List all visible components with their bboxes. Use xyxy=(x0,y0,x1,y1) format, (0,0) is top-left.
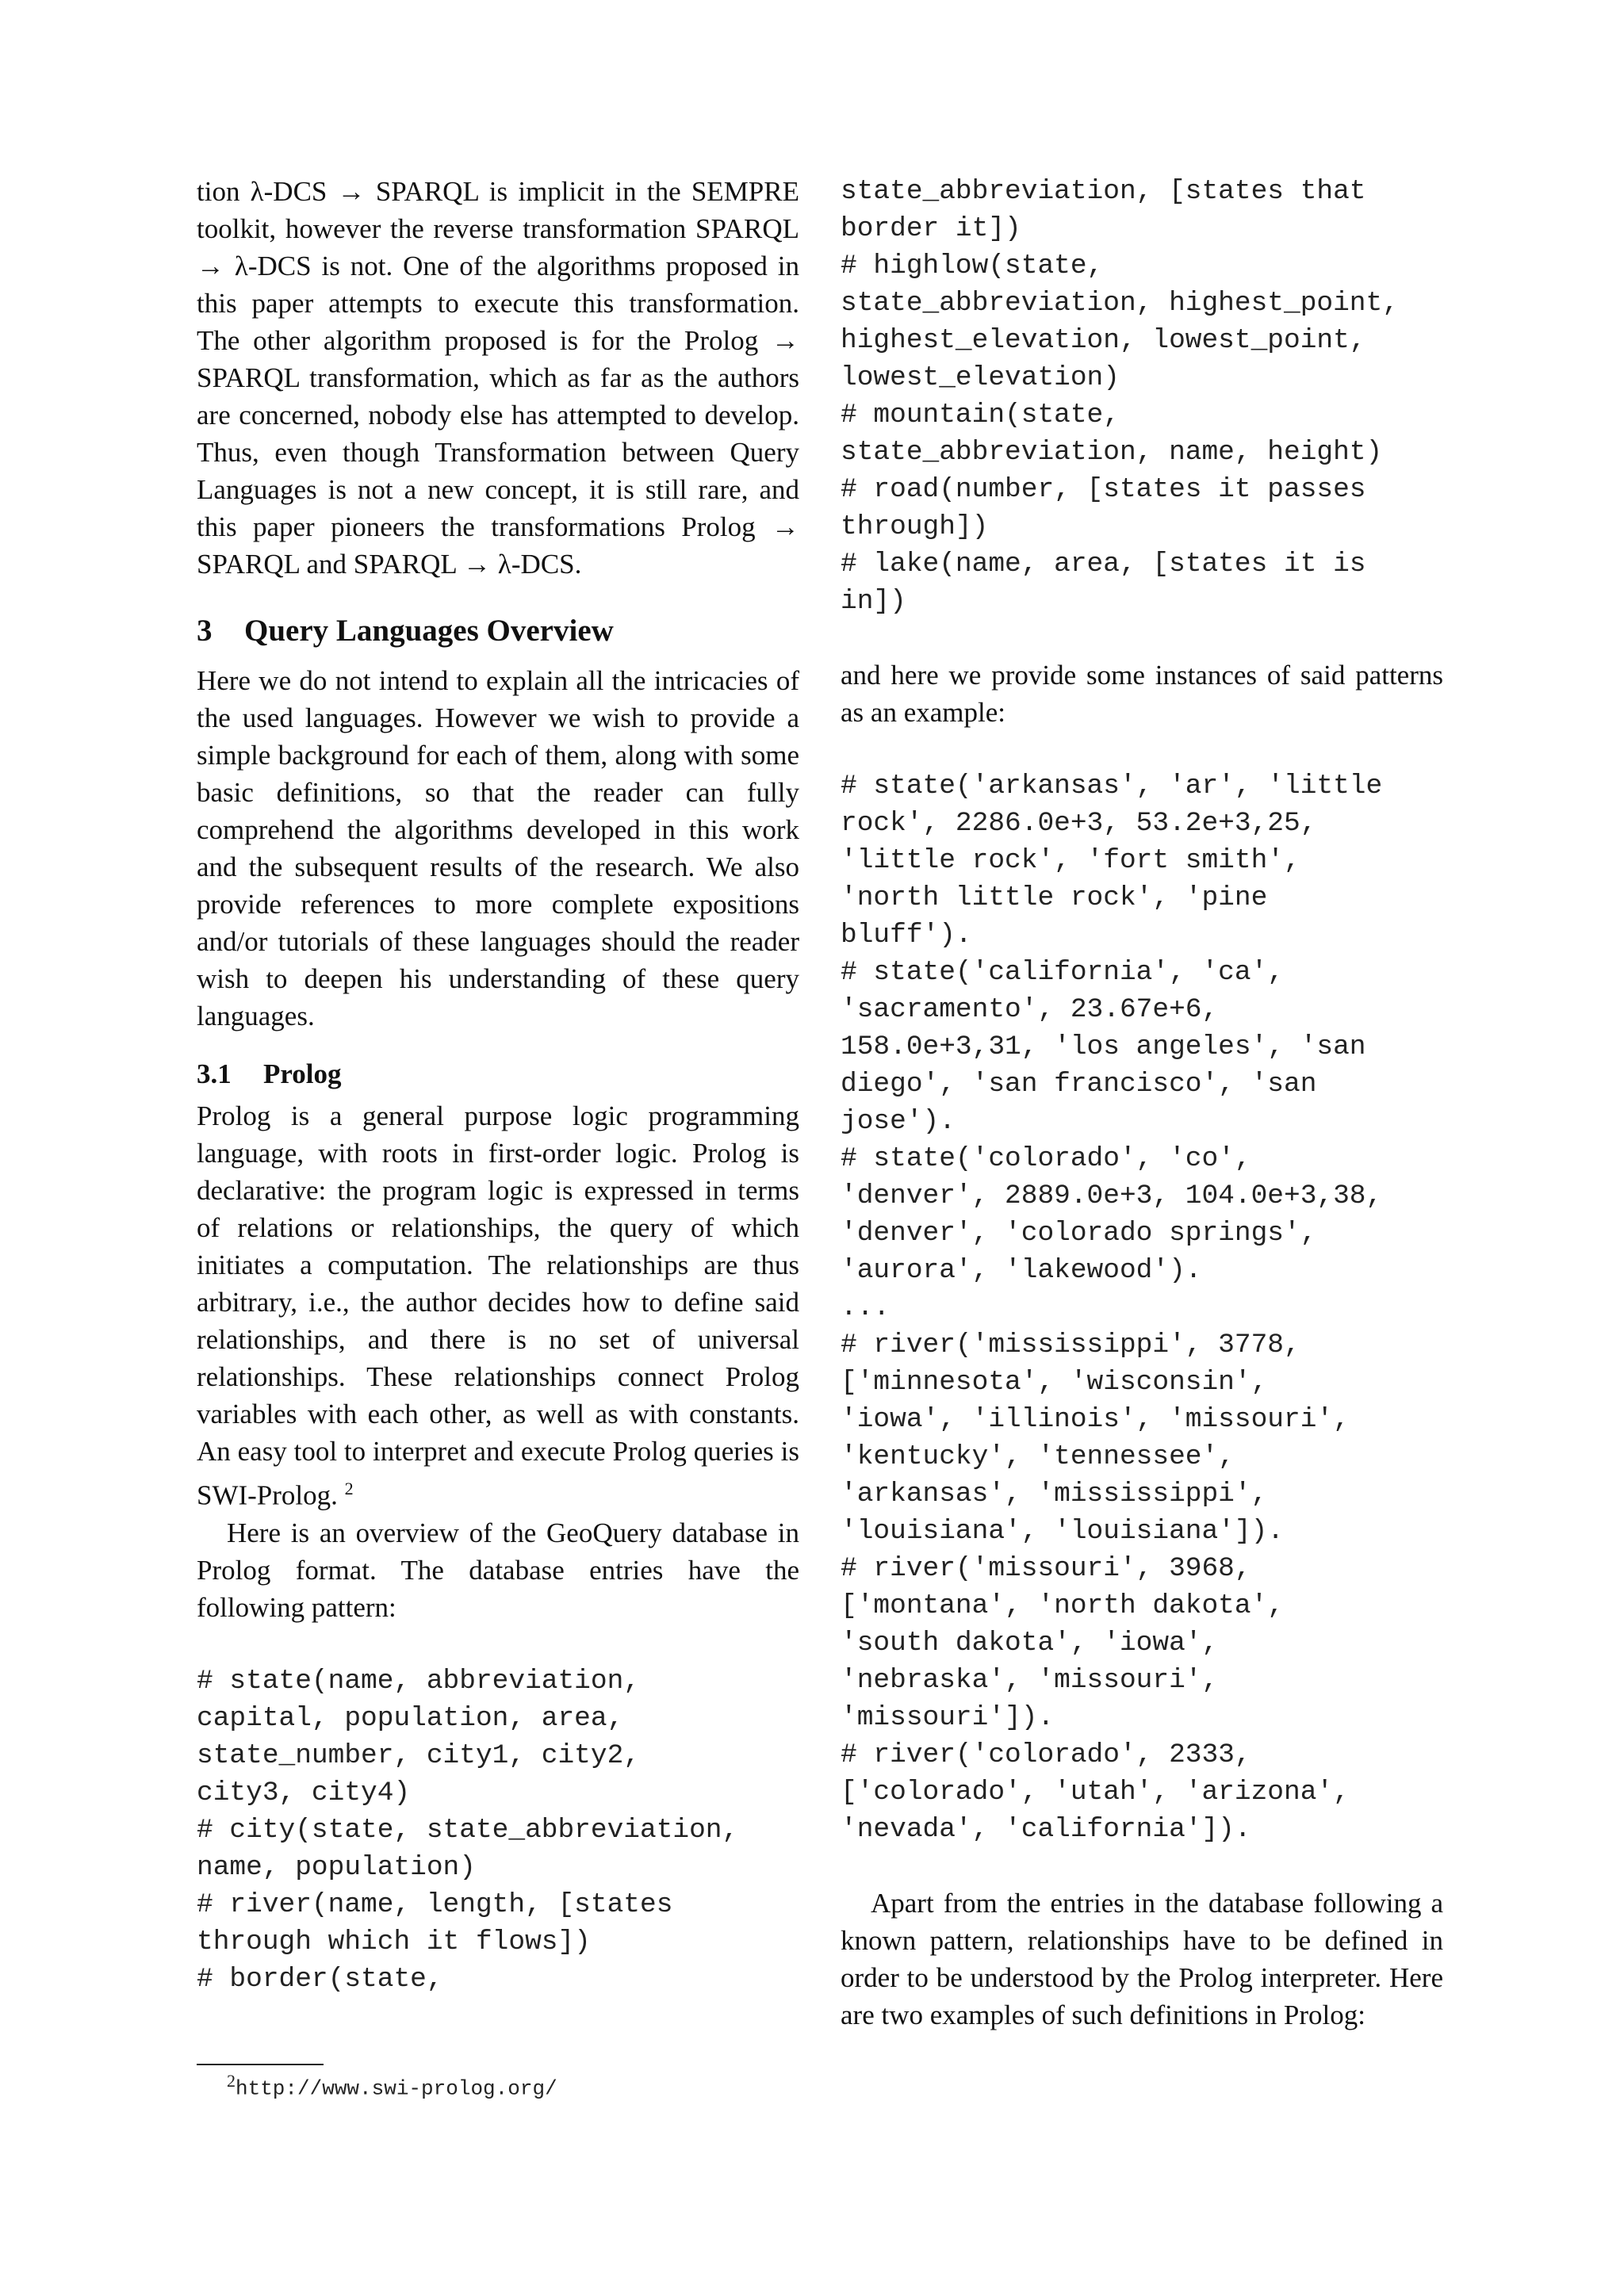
footnote-mark: 2 xyxy=(227,2071,236,2091)
subsection-number: 3.1 xyxy=(197,1058,232,1089)
prolog-paragraph xyxy=(197,1097,799,1514)
prolog-instances-code: # state('arkansas', 'ar', 'little rock', 2286.0e+3, 53.2e+3,25, 'little rock', 'fort smith', 'north little rock', 'pine bluff'). # state('california', 'ca', 'sacramento', 23.67e+6, 158.0e+3,31, 'los angeles', 'san diego', 'san francisco', 'san jose'). # state('colorado', 'co', 'denver', 2889.0e+3, 104.0e+3,38, 'denver', 'colorado springs', 'aurora', 'lakewood'). ... # river('mississippi', 3778, ['minnesota', 'wisconsin', 'iowa', 'illinois', 'missouri', 'kentucky', 'tennessee', 'arkansas', 'mississippi', 'louisiana', 'louisiana']). # river('missouri', 3968, ['montana', 'north dakota', 'south dakota', 'iowa', 'nebraska', 'missouri', 'missouri']). # river('colorado', 2333, ['colorado', 'utah', 'arizona', 'nevada', 'california']). xyxy=(841,771,1383,1845)
instances-paragraph: and here we provide some instances of said patterns as an example: xyxy=(841,660,1443,728)
footnote-url: http://www.swi-prolog.org/ xyxy=(236,2076,557,2101)
section-3-heading xyxy=(197,611,799,651)
footnote-reference: 2 xyxy=(344,1479,354,1498)
definitions-paragraph: Apart from the entries in the database following a known pattern, relationships have to be defined in order to be understood by the Prolog interpreter. Here are two examples of such definitions in Prolog: xyxy=(841,1888,1443,2030)
footnote xyxy=(227,2068,557,2103)
section-3-paragraph: Here we do not intend to explain all the intricacies of the used languages. However we wish to provide a simple background for each of them, along with some basic definitions, so that the reader can fully comprehend the algorithms developed in this work and the subsequent results of the research. We also provide references to more complete expositions and/or tutorials of these languages should the reader wish to deepen his understanding of these query languages. xyxy=(197,665,799,1031)
subsection-3-1-heading xyxy=(197,1055,799,1093)
prolog-paragraph-text: Prolog is a general purpose logic programming language, with roots in first-order logic. Prolog is declarative: the program logic is expressed in terms of relations or relationships, the query of which initiates a computation. The relationships are thus arbitrary, i.e., the author decides how to define said relationships, and there is no set of universal relationships. These relationships connect Prolog variables with each other, as well as with constants. An easy tool to interpret and execute Prolog queries is SWI-Prolog. xyxy=(197,1100,799,1511)
footnote-divider xyxy=(197,2064,324,2065)
section-number: 3 xyxy=(197,614,213,648)
right-column xyxy=(841,173,1443,2034)
subsection-title: Prolog xyxy=(263,1058,342,1089)
left-column xyxy=(197,173,799,1998)
intro-paragraph: tion λ-DCS → SPARQL is implicit in the SEMPRE toolkit, however the reverse transformation SPARQL → λ-DCS is not. One of the algorithms proposed in this paper attempts to execute this transformation. The other algorithm proposed is for the Prolog → SPARQL transformation, which as far as the authors are concerned, nobody else has attempted to develop. Thus, even though Transformation between Query Languages is not a new concept, it is still rare, and this paper pioneers the transformations Prolog → SPARQL and SPARQL → λ-DCS. xyxy=(197,176,799,580)
section-title: Query Languages Overview xyxy=(244,614,614,648)
geoquery-paragraph: Here is an overview of the GeoQuery database in Prolog format. The database entries have the following pattern: xyxy=(197,1517,799,1623)
prolog-pattern-code: # state(name, abbreviation, capital, population, area, state_number, city1, city2, city3, city4) # city(state, state_abbreviation, name, population) # river(name, length, [states through which it flows]) # border(state, xyxy=(197,1665,739,1995)
prolog-pattern-code-continued: state_abbreviation, [states that border it]) # highlow(state, state_abbreviation, highest_point, highest_elevation, lowest_point, lowest_elevation) # mountain(state, state_abbreviation, name, height) # road(number, [states it passes through]) # lake(name, area, [states it is in]) xyxy=(841,176,1399,617)
